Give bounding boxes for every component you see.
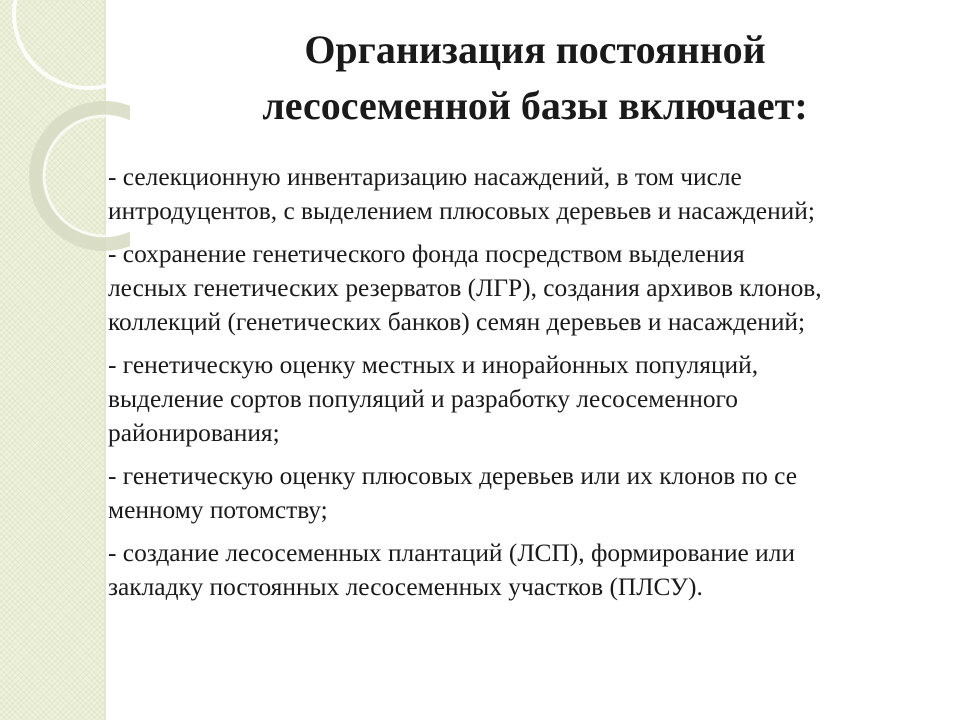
list-item-line: - селекционную инвентаризацию насаждений, в том числе: [108, 163, 742, 191]
list-item-line: - генетическую оценку плюсовых деревьев или их клонов по се: [108, 462, 798, 490]
list-item: [108, 237, 948, 339]
list-item-line: районирования;: [108, 419, 280, 447]
list-item-line: - генетическую оценку местных и инорайонных популяций,: [108, 351, 759, 379]
bullet-list: [108, 160, 948, 613]
list-item: [108, 459, 948, 527]
page-title: [110, 22, 960, 134]
list-item-line: - сохранение генетического фонда посредством выделения: [108, 240, 745, 268]
list-item-line: интродуцентов, с выделением плюсовых деревьев и насаждений;: [108, 197, 815, 225]
list-item: [108, 536, 948, 604]
list-item-line: менному потомству;: [108, 496, 328, 524]
list-item: [108, 160, 948, 228]
list-item-line: закладку постоянных лесосеменных участков (ПЛСУ).: [108, 573, 703, 601]
title-line: Организация постоянной: [304, 27, 766, 72]
list-item-line: выделение сортов популяций и разработку лесосеменного: [108, 385, 738, 413]
title-line: лесосеменной базы включает:: [262, 83, 808, 128]
list-item-line: лесных генетических резерватов (ЛГР), создания архивов клонов,: [108, 274, 822, 302]
list-item: [108, 348, 948, 450]
list-item-line: - создание лесосеменных плантаций (ЛСП), формирование или: [108, 539, 796, 567]
list-item-line: коллекций (генетических банков) семян деревьев и насаждений;: [108, 308, 806, 336]
